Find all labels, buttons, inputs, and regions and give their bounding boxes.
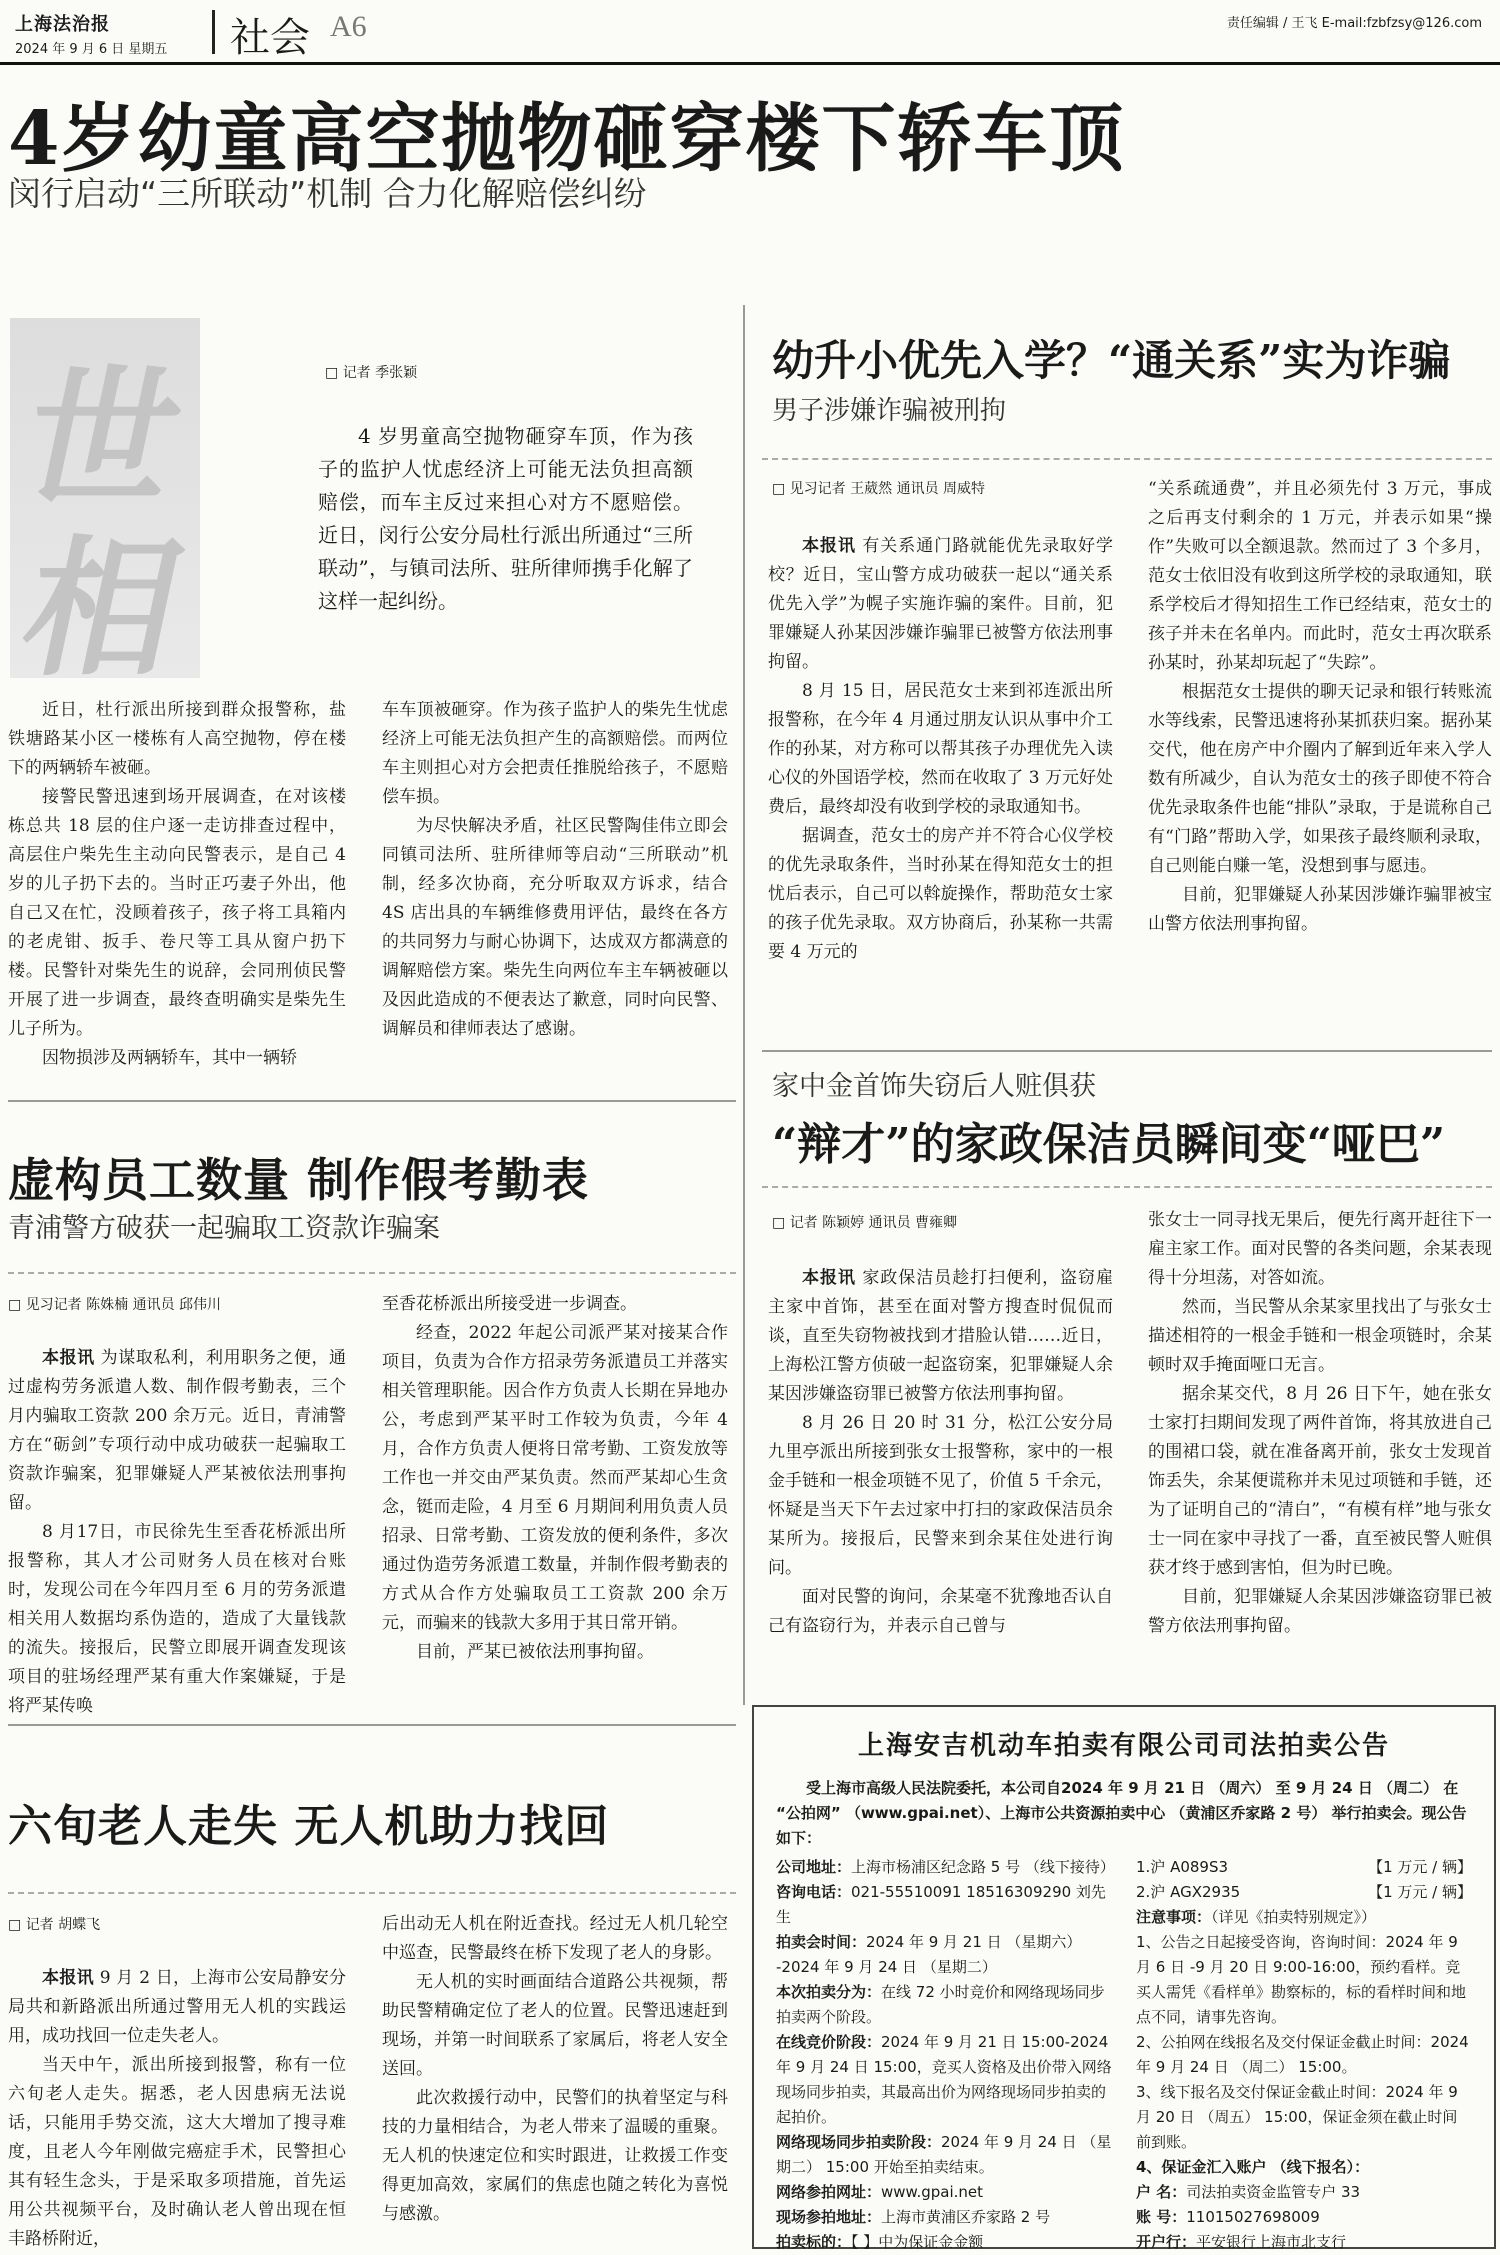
maid-story-headline: “辩才”的家政保洁员瞬间变“哑巴” (772, 1119, 1446, 1170)
page-number: A6 (330, 10, 367, 43)
paragraph-text: 为谋取私利，利用职务之便，通过虚构劳务派遣人数、制作假考勤表，三个月内骗取工资款 200 余万元。近日，青浦警方在“砺剑”专项行动中成功破获一起骗取工资款诈骗案，犯罪嫌疑人严某被依法刑事拘留。 (8, 1348, 347, 1513)
paragraph (8, 1964, 346, 2051)
notice-label: 本次拍卖分为： (776, 1983, 882, 2001)
notice-label: 现场参拍地址： (776, 2208, 882, 2226)
auction-notice (752, 1705, 1496, 2249)
issue-date: 2024 年 9 月 6 日 星期五 (15, 42, 168, 57)
maid-story-col1 (768, 1264, 1113, 1641)
lead-story-col2 (382, 696, 728, 1044)
paragraph: 因物损涉及两辆轿车，其中一辆轿 (42, 1048, 297, 1068)
payroll-story-col2 (382, 1290, 728, 1667)
paragraph: 车车顶被砸穿。作为孩子监护人的柴先生忧虑经济上可能无法负担产生的高额赔偿。而两位车主则担心对方会把责任推脱给孩子，不愿赔偿车损。 (382, 700, 728, 807)
column-divider (743, 305, 745, 1705)
lead-story-col1 (8, 696, 346, 1073)
notice-right-column (1136, 1855, 1472, 2255)
drone-story-headline: 六旬老人走失 无人机助力找回 (8, 1801, 610, 1852)
lot-deposit: 【1 万元 / 辆】 (1368, 1858, 1472, 1876)
paragraph-text: 有关系通门路就能优先录取好学校？近日，宝山警方成功破获一起以“通关系优先入学”为幌子实施诈骗的案件。目前，犯罪嫌疑人孙某因涉嫌诈骗罪已被警方依法刑事拘留。 (768, 536, 1114, 672)
payroll-story-col1 (8, 1344, 346, 1721)
paragraph: 至香花桥派出所接受进一步调查。 (382, 1294, 637, 1314)
byline-rule (762, 1186, 1492, 1188)
account-label: 开户行： (1136, 2233, 1197, 2251)
drone-story-col1 (8, 1964, 346, 2254)
lead-tag: 本报讯 (802, 536, 856, 556)
payroll-story-subtitle: 青浦警方破获一起骗取工资款诈骗案 (8, 1213, 440, 1244)
paragraph: 当天中午，派出所接到报警，称有一位六旬老人走失。据悉，老人因患病无法说话，只能用手势交流，这大大增加了搜寻难度，且老人今年刚做完癌症手术，民警担心其有轻生念头，于是采取多项措施，首先运用公共视频平台，及时确认老人曾出现在恒丰路桥附近， (8, 2055, 346, 2249)
account-item (1136, 2230, 1472, 2255)
editor-credit: 责任编辑 / 王飞 E-mail:fzbfzsy@126.com (1226, 16, 1482, 31)
notice-item (776, 1880, 1116, 1930)
notes-title: 注意事项： (1136, 1908, 1212, 1926)
notice-item (776, 2230, 1116, 2255)
school-story-subtitle: 男子涉嫌诈骗被刑拘 (772, 396, 1007, 426)
notice-item (776, 1980, 1116, 2030)
newspaper-brand: 上海法治报 (15, 14, 110, 35)
section-rule (762, 1050, 1492, 1052)
notice-label: 拍卖标的： (776, 2233, 852, 2251)
paragraph: 为尽快解决矛盾，社区民警陶佳伟立即会同镇司法所、驻所律师等启动“三所联动”机制，经多次协商，充分听取双方诉求，结合 4S 店出具的车辆维修费用评估，最终在各方的共同努力与耐心协调下，达成双方都满意的调解赔偿方案。柴先生向两位车主车辆被砸以及因此造成的不便表达了歉意，同时向民警、调解员和律师表达了感谢。 (382, 816, 728, 1039)
notice-value: www.gpai.net (881, 2183, 983, 2201)
section-name: 社会 (230, 15, 310, 61)
notice-value: 在线 72 小时竞价和网络现场同步拍卖两个阶段。 (776, 1983, 1105, 2026)
drone-story-byline: □ 记者 胡蝶飞 (8, 1914, 100, 1934)
paragraph (768, 1264, 1113, 1409)
paragraph: 此次救援行动中，民警们的执着坚定与科技的力量相结合，为老人带来了温暖的重聚。无人机的快速定位和实时跟进，让救援工作变得更加高效，家属们的焦虑也随之转化为喜悦与感激。 (382, 2088, 728, 2224)
notice-value: 2024 年 9 月 21 日 15:00-2024 年 9 月 24 日 15:00，竞买人资格及出价带入网络现场同步拍卖，其最高出价为网络现场同步拍卖的起拍价。 (776, 2033, 1112, 2126)
notice-left-column (776, 1855, 1116, 2255)
paragraph: 8 月 15 日，居民范女士来到祁连派出所报警称，在今年 4 月通过朋友认识从事中介工作的孙某，对方称可以帮其孩子办理优先入读心仪的外国语学校，然而在收取了 3 万元好处费后，最终却没有收到学校的录取通知书。 (768, 681, 1113, 817)
account-label: 账 号： (1136, 2208, 1187, 2226)
notice-item (776, 1930, 1116, 1980)
lot-deposit: 【1 万元 / 辆】 (1368, 1883, 1472, 1901)
notice-item (776, 2205, 1116, 2230)
lead-story-byline: □ 记者 季张颖 (325, 362, 417, 382)
paragraph: 目前，犯罪嫌疑人孙某因涉嫌诈骗罪被宝山警方依法刑事拘留。 (1148, 885, 1492, 934)
notice-value: 021-55510091 18516309290 刘先生 (776, 1883, 1106, 1926)
account-value: 平安银行上海市北支行 (1196, 2233, 1347, 2251)
lead-tag: 本报讯 (802, 1268, 856, 1288)
paragraph: 张女士一同寻找无果后，便先行离开赶往下一雇主家工作。面对民警的各类问题，余某表现得十分坦荡，对答如流。 (1148, 1210, 1492, 1288)
note-item: 3、线下报名及交付保证金截止时间：2024 年 9 月 20 日 （周五） 15:00，保证金须在截止时间前到账。 (1136, 2083, 1458, 2151)
notes-heading (1136, 1905, 1472, 1930)
account-value: 11015027698009 (1186, 2208, 1320, 2226)
notice-item (776, 2180, 1116, 2205)
notice-label: 公司地址： (776, 1858, 852, 1876)
paragraph: 无人机的实时画面结合道路公共视频，帮助民警精确定位了老人的位置。民警迅速赶到现场，并第一时间联系了家属后，将老人安全送回。 (382, 1972, 728, 2079)
byline-rule (762, 458, 1492, 460)
paragraph: 然而，当民警从余某家里找出了与张女士描述相符的一根金手链和一根金项链时，余某顿时双手掩面哑口无言。 (1148, 1297, 1492, 1375)
lot-row (1136, 1880, 1472, 1905)
paragraph: 8 月17日，市民徐先生至香花桥派出所报警称，其人才公司财务人员在核对台账时，发现公司在今年四月至 6 月的劳务派遣相关用人数据均系伪造的，造成了大量钱款的流失。接报后，民警立即展开调查发现该项目的驻场经理严某有重大作案嫌疑，于是将严某传唤 (8, 1522, 346, 1716)
notice-value: 2024 年 9 月 24 日 （星期二） 15:00 开始至拍卖结束。 (776, 2133, 1112, 2176)
maid-story-kicker: 家中金首饰失窃后人赃俱获 (772, 1071, 1096, 1102)
masthead-rule (0, 62, 1500, 65)
drone-story-col2 (382, 1910, 728, 2229)
account-item (1136, 2180, 1472, 2205)
maid-story-byline: □ 记者 陈颖婷 通讯员 曹雍卿 (772, 1212, 957, 1232)
lead-story-headline: 4岁幼童高空抛物砸穿楼下轿车顶 (8, 96, 1126, 182)
note-item: 1、公告之日起接受咨询，咨询时间：2024 年 9 月 6 日 -9 月 20 日 9:00-16:00，预约看样。竞买人需凭《看样单》勘察标的，标的看样时间和地点不同，请事先咨询。 (1136, 1933, 1467, 2026)
notes-subtitle: （详见《拍卖特别规定》） (1211, 1908, 1377, 1926)
byline-rule (8, 1892, 736, 1894)
school-story-col2 (1148, 475, 1492, 939)
paragraph: 接警民警迅速到场开展调查，在对该楼栋总共 18 层的住户逐一走访排查过程中，高层住户柴先生主动向民警表示，是自己 4 岁的儿子扔下去的。当时正巧妻子外出，他自己又在忙，没顾着孩子，孩子将工具箱内的老虎钳、扳手、卷尺等工具从窗户扔下楼。民警针对柴先生的说辞，会同刑侦民警开展了进一步调查，最终查明确实是柴先生儿子所为。 (8, 787, 346, 1039)
section-rule (8, 1724, 736, 1726)
school-story-headline: 幼升小优先入学？“通关系”实为诈骗 (772, 336, 1451, 385)
paragraph: 近日，杜行派出所接到群众报警称，盐铁塘路某小区一楼栋有人高空抛物，停在楼下的两辆轿车被砸。 (8, 700, 346, 778)
paragraph (8, 1344, 346, 1518)
notice-label: 在线竞价阶段： (776, 2033, 882, 2051)
byline-rule (8, 1272, 736, 1274)
account-value: 司法拍卖资金监管专户 33 (1186, 2183, 1361, 2201)
watermark-char-1: 世 (8, 351, 196, 527)
notice-value: 上海市杨浦区纪念路 5 号 （线下接待） (851, 1858, 1115, 1876)
note-item: 2、公拍网在线报名及交付保证金截止时间：2024 年 9 月 24 日 （周二） 15:00。 (1136, 2033, 1469, 2076)
section-rule (8, 1100, 736, 1102)
notice-item (776, 1855, 1116, 1880)
paragraph: 经查，2022 年起公司派严某对接某合作项目，负责为合作方招录劳务派遣员工并落实相关管理职能。因合作方负责人长期在异地办公，考虑到严某平时工作较为负责，今年 4 月，合作方负责人便将日常考勤、工资发放等工作也一并交由严某负责。然而严某却心生贪念，铤而走险，4 月至 6 月期间利用负责人员招录、日常考勤、工资发放的便利条件，多次通过伪造劳务派遣工数量，并制作假考勤表的方式从合作方处骗取员工工资款 200 余万元，而骗来的钱款大多用于其日常开销。 (382, 1323, 728, 1633)
school-story-byline: □ 见习记者 王葳然 通讯员 周威特 (772, 478, 985, 498)
notice-item (776, 2130, 1116, 2180)
watermark-graphic (8, 318, 200, 697)
notice-label: 网络参拍网址： (776, 2183, 882, 2201)
notice-title: 上海安吉机动车拍卖有限公司司法拍卖公告 (857, 1731, 1390, 1761)
paragraph: 目前，严某已被依法刑事拘留。 (416, 1642, 654, 1662)
note-item: 4、保证金汇入账户 （线下报名）： (1136, 2158, 1370, 2176)
paragraph (768, 532, 1113, 677)
notice-item (776, 2030, 1116, 2130)
paragraph: 据调查，范女士的房产并不符合心仪学校的优先录取条件，当时孙某在得知范女士的担忧后表示，自己可以斡旋操作，帮助范女士家的孩子优先录取。双方协商后，孙某称一共需要 4 万元的 (768, 826, 1113, 962)
notice-intro: 受上海市高级人民法院委托，本公司自2024 年 9 月 21 日 （周六） 至 9 月 24 日 （周二） 在 “公拍网” （www.gpai.net）、上海市公共资源拍卖中心 （黄浦区乔家路 2 号） 举行拍卖会。现公告如下： (776, 1779, 1467, 1847)
notice-label: 网络现场同步拍卖阶段： (776, 2133, 942, 2151)
notice-value: 上海市黄浦区乔家路 2 号 (881, 2208, 1051, 2226)
lead-tag: 本报讯 (42, 1968, 94, 1988)
masthead-divider (212, 10, 215, 54)
account-label: 户 名： (1136, 2183, 1187, 2201)
notice-value: 【 】中为保证金金额 (851, 2233, 984, 2251)
paragraph: 目前，犯罪嫌疑人余某因涉嫌盗窃罪已被警方依法刑事拘留。 (1148, 1587, 1492, 1636)
notice-label: 咨询电话： (776, 1883, 852, 1901)
paragraph: 面对民警的询问，余某毫不犹豫地否认自己有盗窃行为，并表示自己曾与 (768, 1587, 1113, 1636)
paragraph: “关系疏通费”，并且必须先付 3 万元，事成之后再支付剩余的 1 万元，并表示如果“操作”失败可以全额退款。然而过了 3 个多月，范女士依旧没有收到这所学校的录取通知，联系学校后才得知招生工作已经结束，范女士的孩子并未在名单内。而此时，范女士再次联系孙某时，孙某却玩起了“失踪”。 (1148, 479, 1492, 673)
lot-row (1136, 1855, 1472, 1880)
payroll-story-byline: □ 见习记者 陈姝楠 通讯员 邱伟川 (8, 1294, 221, 1314)
notice-value: 2024 年 9 月 21 日 （星期六） -2024 年 9 月 24 日 （星期二） (776, 1933, 1082, 1976)
lead-story-subtitle: 闵行启动“三所联动”机制 合力化解赔偿纠纷 (8, 174, 647, 213)
paragraph-text: 9 月 2 日，上海市公安局静安分局共和新路派出所通过警用无人机的实践运用，成功找回一位走失老人。 (8, 1968, 347, 2046)
lot-name: 1.沪 A089S3 (1136, 1858, 1229, 1876)
watermark-char-2: 相 (8, 521, 196, 697)
paragraph: 8 月 26 日 20 时 31 分，松江公安分局九里亭派出所接到张女士报警称，家中的一根金手链和一根金项链不见了，价值 5 千余元，怀疑是当天下午去过家中打扫的家政保洁员余某所为。接报后，民警来到余某住处进行询问。 (768, 1413, 1113, 1578)
notice-label: 拍卖会时间： (776, 1933, 867, 1951)
payroll-story-headline: 虚构员工数量 制作假考勤表 (8, 1153, 590, 1207)
paragraph: 据余某交代，8 月 26 日下午，她在张女士家打扫期间发现了两件首饰，将其放进自己的围裙口袋，就在准备离开前，张女士发现首饰丢失，余某便谎称并未见过项链和手链，还为了证明自己的“清白”，“有模有样”地与张女士一同在家中寻找了一番，直至被民警人赃俱获才终于感到害怕，但为时已晚。 (1148, 1384, 1492, 1578)
account-item (1136, 2205, 1472, 2230)
paragraph: 根据范女士提供的聊天记录和银行转账流水等线索，民警迅速将孙某抓获归案。据孙某交代，他在房产中介圈内了解到近年来入学人数有所减少，自认为范女士的孩子即使不符合优先录取条件也能“排队”录取，于是谎称自己有“门路”帮助入学，如果孩子最终顺利录取，自己则能白赚一笔，没想到事与愿违。 (1148, 682, 1492, 876)
lead-tag: 本报讯 (42, 1348, 95, 1368)
maid-story-col2 (1148, 1206, 1492, 1641)
lead-story-intro: 4 岁男童高空抛物砸穿车顶，作为孩子的监护人忧虑经济上可能无法负担高额赔偿，而车主反过来担心对方不愿赔偿。近日，闵行公安分局杜行派出所通过“三所联动”，与镇司法所、驻所律师携手化解了这样一起纠纷。 (318, 424, 693, 613)
lot-name: 2.沪 AGX2935 (1136, 1883, 1241, 1901)
paragraph: 后出动无人机在附近查找。经过无人机几轮空中巡查，民警最终在桥下发现了老人的身影。 (382, 1914, 728, 1963)
paragraph-text: 家政保洁员趁打扫便利，盗窃雇主家中首饰，甚至在面对警方搜查时侃侃而谈，直至失窃物被找到才措脸认错……近日，上海松江警方侦破一起盗窃案，犯罪嫌疑人余某因涉嫌盗窃罪已被警方依法刑事拘留。 (768, 1268, 1114, 1404)
school-story-col1 (768, 532, 1113, 967)
